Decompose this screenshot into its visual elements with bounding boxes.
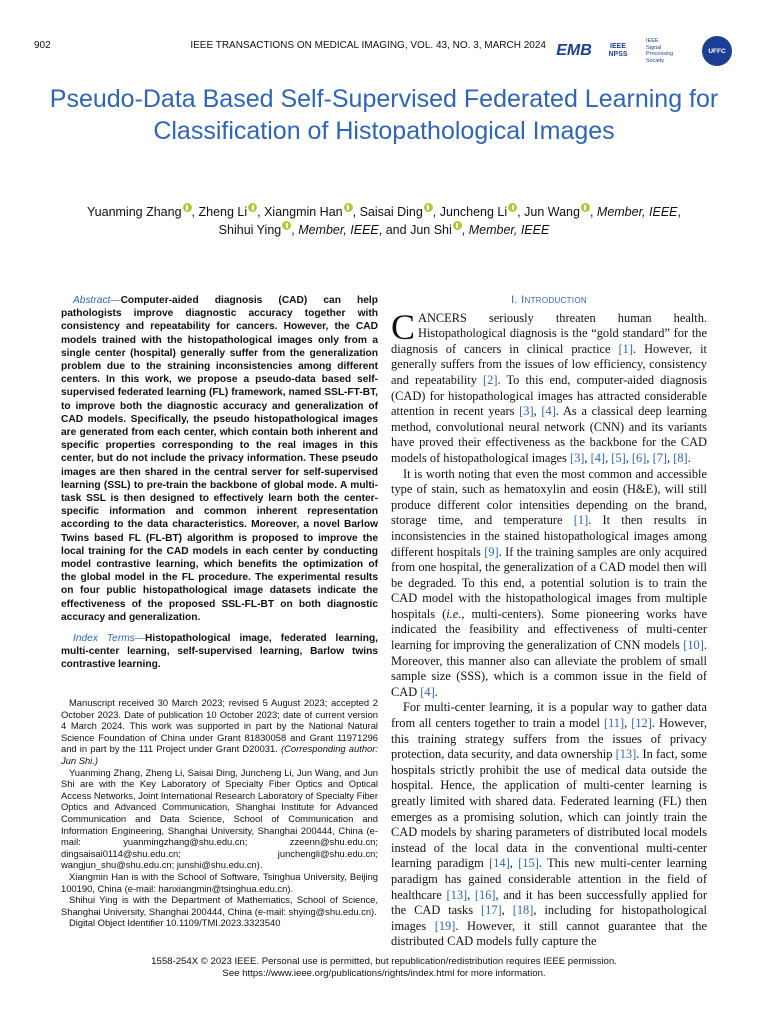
signal-processing-logo[interactable]: IEEE Signal Processing Society — [646, 38, 674, 64]
citation-link[interactable]: [3] — [569, 450, 585, 465]
paragraph-text: . To this end, computer-aided diagnosis (CAD) for histopathological images has attracted considerable attention in recent years — [391, 372, 707, 419]
citation-link[interactable]: [16] — [474, 887, 496, 902]
orcid-icon[interactable] — [344, 203, 353, 212]
ieee-membership: Member, IEEE — [298, 223, 379, 237]
author-name[interactable]: Yuanming Zhang — [87, 205, 182, 219]
rights-link[interactable]: See https://www.ieee.org/publications/rights/index.html for more information. — [222, 968, 546, 979]
introduction-section — [391, 293, 707, 950]
npss-logo[interactable]: IEEE NPSS — [608, 43, 628, 58]
paragraph-text: ANCERS seriously threaten human health. Histopathological diagnosis is the “gold standard” for the diagnosis of cancers in clinical practice — [391, 310, 707, 356]
author-separator: , — [352, 205, 360, 219]
paragraph-text: . This new multi-center learning paradigm has gained considerable attention in the field of healthcare — [391, 856, 707, 902]
emb-logo[interactable]: EMB — [556, 42, 592, 59]
footnote-affiliation: Shihui Ying is with the Department of Mathematics, School of Science, Shanghai University, Shanghai 200444, China (e-mail: shying@shu.edu.cn). — [61, 894, 378, 917]
abstract-section — [61, 294, 378, 680]
index-terms-paragraph — [61, 632, 378, 672]
citation-link[interactable]: [4] — [541, 404, 556, 419]
paragraph-text: . — [687, 450, 691, 465]
orcid-icon[interactable] — [282, 221, 291, 230]
paragraph-text: . If the training samples are only acquired from one hospital, the generalization of a CAD model then will be degraded. To this end, a potential solution is to train the CAD model with the histopathological images from multiple hospitals ( — [391, 544, 708, 621]
citation-link[interactable]: [11] — [603, 716, 625, 731]
abstract-label: Abstract— — [73, 295, 121, 306]
citation-link[interactable]: [9] — [484, 544, 499, 559]
paragraph-text: . Moreover, this manner also can alleviate the problem of small sample size (SSS), which is a common issue in the field of CAD — [391, 638, 707, 699]
citation-link[interactable]: [1] — [573, 513, 589, 528]
body-paragraph — [391, 306, 707, 467]
paragraph-text: , — [501, 903, 513, 918]
copyright-footer — [30, 956, 738, 980]
ieee-membership: Member, IEEE — [596, 205, 678, 219]
author-name[interactable]: Jun Shi — [410, 223, 452, 237]
author-name[interactable]: Jun Wang — [524, 205, 580, 219]
paragraph-text: . It then results in inconsistencies in the stained histopathological images among different hospitals — [391, 513, 707, 559]
citation-link[interactable]: [13] — [615, 747, 637, 762]
author-name[interactable]: Juncheng Li — [439, 205, 508, 219]
author-separator: , — [517, 205, 525, 219]
paragraph-text: , — [533, 404, 542, 419]
citation-link[interactable]: [17] — [481, 903, 502, 918]
uffc-logo[interactable]: UFFC — [702, 36, 732, 66]
paragraph-text: , — [605, 450, 612, 465]
section-heading-text: Introduction — [521, 294, 587, 306]
footnotes — [61, 697, 378, 929]
abstract-paragraph — [61, 294, 378, 624]
abstract-text: Computer-aided diagnosis (CAD) can help pathologists improve diagnostic accuracy together with consistency and repeatability for cancers. However, the CAD models trained with the histopathological images only from a single center (hospital) generally suffer from the generalization problem due to the straining inconsistencies among different centers. In this work, we propose a pseudo-data based self-supervised federated learning (FL) framework, named SSL-FT-BT, to improve both the diagnostic accuracy and generalization of CAD models. Specifically, the pseudo histopathological images are generated from each center, which contain both inherent and specific properties corresponding to the real images in this center, but do not include the privacy information. These pseudo images are then shared in the central server for self-supervised learning (SSL) to pre-train the backbone of global mode. A multi-task SSL is then designed to effectively learn both the center-specific information and common inherent representation according to the data characteristics. Moreover, a novel Barlow Twins based FL (FL-BT) algorithm is proposed to improve the local training for the CAD models in each center by conducting model contrastive learning, which benefits the optimization of the global model in the FL procedure. The experimental results on four public histopathological image datasets indicate the effectiveness of the proposed SSL-FL-BT on both diagnostic accuracy and generalization. — [61, 295, 378, 623]
footnote-manuscript: Manuscript received 30 March 2023; revised 5 August 2023; accepted 2 October 2023. Date of publication 10 October 2023; date of current version 4 March 2024. This work was supported in part by the National Natural Science Foundation of China under Grant 81830058 and Grant 11971296 and in part by the 111 Project under Grant D20031. (Corresponding author: Jun Shi.) — [61, 697, 378, 766]
ieee-membership: Member, IEEE — [468, 223, 550, 237]
citation-link[interactable]: [7] — [652, 450, 668, 465]
citation-link[interactable]: [4] — [590, 450, 606, 465]
citation-link[interactable]: [6] — [631, 450, 647, 465]
citation-link[interactable]: [1] — [618, 341, 633, 356]
index-terms-text: Histopathological image, federated learning, multi-center learning, self-supervised learning, Barlow twins contrastive learning. — [61, 633, 378, 671]
body-paragraph — [391, 467, 707, 701]
author-separator: , — [589, 205, 597, 219]
paragraph-text: For multi-center learning, it is a popular way to gather data from all centers together to train a model — [391, 700, 707, 731]
paragraph-text: . In fact, some hospitals strictly prohibit the use of medical data outside the hospital. Hence, the application of multi-center learning is greatly limited with shared data. Federated learning (FL) then emerges as a promising solution, which can jointly train the CAD models by sharing parameters of distributed local models instead of the local data in the conventional multi-center learning paradigm — [391, 747, 707, 871]
citation-link[interactable]: [18] — [512, 903, 534, 918]
page-number: 902 — [34, 40, 51, 51]
citation-link[interactable]: [15] — [518, 856, 539, 871]
author-separator: , — [191, 205, 199, 219]
doi: Digital Object Identifier 10.1109/TMI.2023.3323540 — [69, 917, 281, 929]
citation-link[interactable]: [19] — [434, 918, 456, 933]
paragraph-text: . As a classical deep learning method, convolutional neural network (CNN) and its variants have proved their effectiveness as the backbone for the CAD models of histopathological images — [391, 404, 707, 465]
body-paragraph — [391, 700, 707, 950]
author-list — [30, 203, 738, 239]
paragraph-text: , — [624, 716, 632, 731]
author-name[interactable]: Zheng Li — [198, 205, 248, 219]
paragraph-text: . However, it generally suffers from the issues of low efficiency, consistency and repeatability — [391, 341, 707, 387]
paragraph-text: , multi-centers). Some pioneering works have indicated the feasibility and effectiveness of multi-center learning for improving the generalization of CNN models — [391, 606, 707, 653]
journal-title: IEEE TRANSACTIONS ON MEDICAL IMAGING, VOL. 43, NO. 3, MARCH 2024 — [190, 40, 546, 51]
introduction-body — [391, 306, 708, 950]
orcid-icon[interactable] — [453, 221, 462, 230]
paragraph-text: It is worth noting that even the most common and accessible type of stain, such as hematoxylin and eosin (H&E), will still produce different color intensities depending on the brand, storage time, and temperature — [391, 466, 707, 528]
paragraph-text: , — [509, 856, 519, 871]
author-separator: , — [257, 205, 265, 219]
copyright-line: 1558-254X © 2023 IEEE. Personal use is permitted, but republication/redistribution requires IEEE permission. — [151, 956, 617, 967]
author-separator: , — [461, 223, 469, 237]
citation-link[interactable]: [12] — [631, 716, 652, 731]
paragraph-text: , including for histopathological images — [391, 903, 707, 933]
author-name[interactable]: Saisai Ding — [359, 205, 423, 219]
paragraph-text: , — [584, 450, 591, 465]
paragraph-text: , and it has been successfully applied for the CAD tasks — [391, 887, 707, 918]
author-name[interactable]: Shihui Ying — [218, 223, 282, 237]
paper-title: Pseudo-Data Based Self-Supervised Federated Learning for Classification of Histopathological Images — [49, 85, 719, 145]
citation-link[interactable]: [14] — [489, 856, 510, 871]
citation-link[interactable]: [5] — [611, 450, 626, 465]
author-separator: , — [291, 223, 299, 237]
orcid-icon[interactable] — [183, 203, 192, 212]
author-separator: , — [432, 205, 440, 219]
author-separator: , — [677, 205, 681, 219]
paragraph-text: , — [667, 450, 674, 465]
footnote-affiliation: Yuanming Zhang, Zheng Li, Saisai Ding, Juncheng Li, Jun Wang, and Jun Shi are with the Key Laboratory of Specialty Fiber Optics and Optical Access Networks, Joint International Research Laboratory of Specialty Fiber Optics and Advanced Communication, Shanghai Institute for Advanced Communication and Data Science, School of Communication and Information Engineering, Shanghai University, Shanghai 200444, China (e-mail: yuanmingzhang@shu.edu.cn; zzeenn@shu.edu.cn; dingsaisai0114@shu.edu.cn; junchengli@shu.edu.cn; wangjun_shu@shu.edu.cn; junshi@shu.edu.cn). — [61, 766, 378, 871]
corresponding-author: (Corresponding author: Jun Shi.) — [61, 743, 378, 766]
paragraph-text: , — [467, 887, 475, 902]
citation-link[interactable]: [2] — [483, 372, 498, 387]
italic-text: i.e. — [446, 606, 462, 621]
paragraph-text: , — [625, 450, 632, 465]
paragraph-text: . However, it still cannot guarantee that the distributed CAD models fully capture the — [391, 918, 708, 949]
paragraph-text: . However, this training strategy suffers from the issues of privacy protection, data security, and data ownership — [391, 716, 707, 762]
footnote-affiliation: Xiangmin Han is with the School of Software, Tsinghua University, Beijing 100190, China (e-mail: hanxiangmin@tsinghua.edu.cn). — [61, 870, 378, 894]
author-name[interactable]: Xiangmin Han — [264, 205, 343, 219]
index-terms-label: Index Terms— — [73, 633, 146, 645]
citation-link[interactable]: [3] — [519, 404, 534, 419]
author-separator: , and — [378, 223, 411, 237]
orcid-icon[interactable] — [424, 203, 433, 212]
citation-link[interactable]: [8] — [673, 450, 688, 465]
drop-cap: C — [391, 306, 416, 347]
paragraph-text: . — [434, 684, 438, 699]
citation-link[interactable]: [10] — [683, 638, 704, 653]
paragraph-text: , — [646, 450, 653, 465]
citation-link[interactable]: [4] — [420, 684, 435, 699]
citation-link[interactable]: [13] — [446, 887, 468, 902]
society-logos — [556, 36, 738, 68]
orcid-icon[interactable] — [248, 203, 257, 212]
orcid-icon[interactable] — [508, 203, 517, 212]
orcid-icon[interactable] — [581, 203, 590, 212]
section-heading: I. Introduction — [511, 294, 587, 306]
